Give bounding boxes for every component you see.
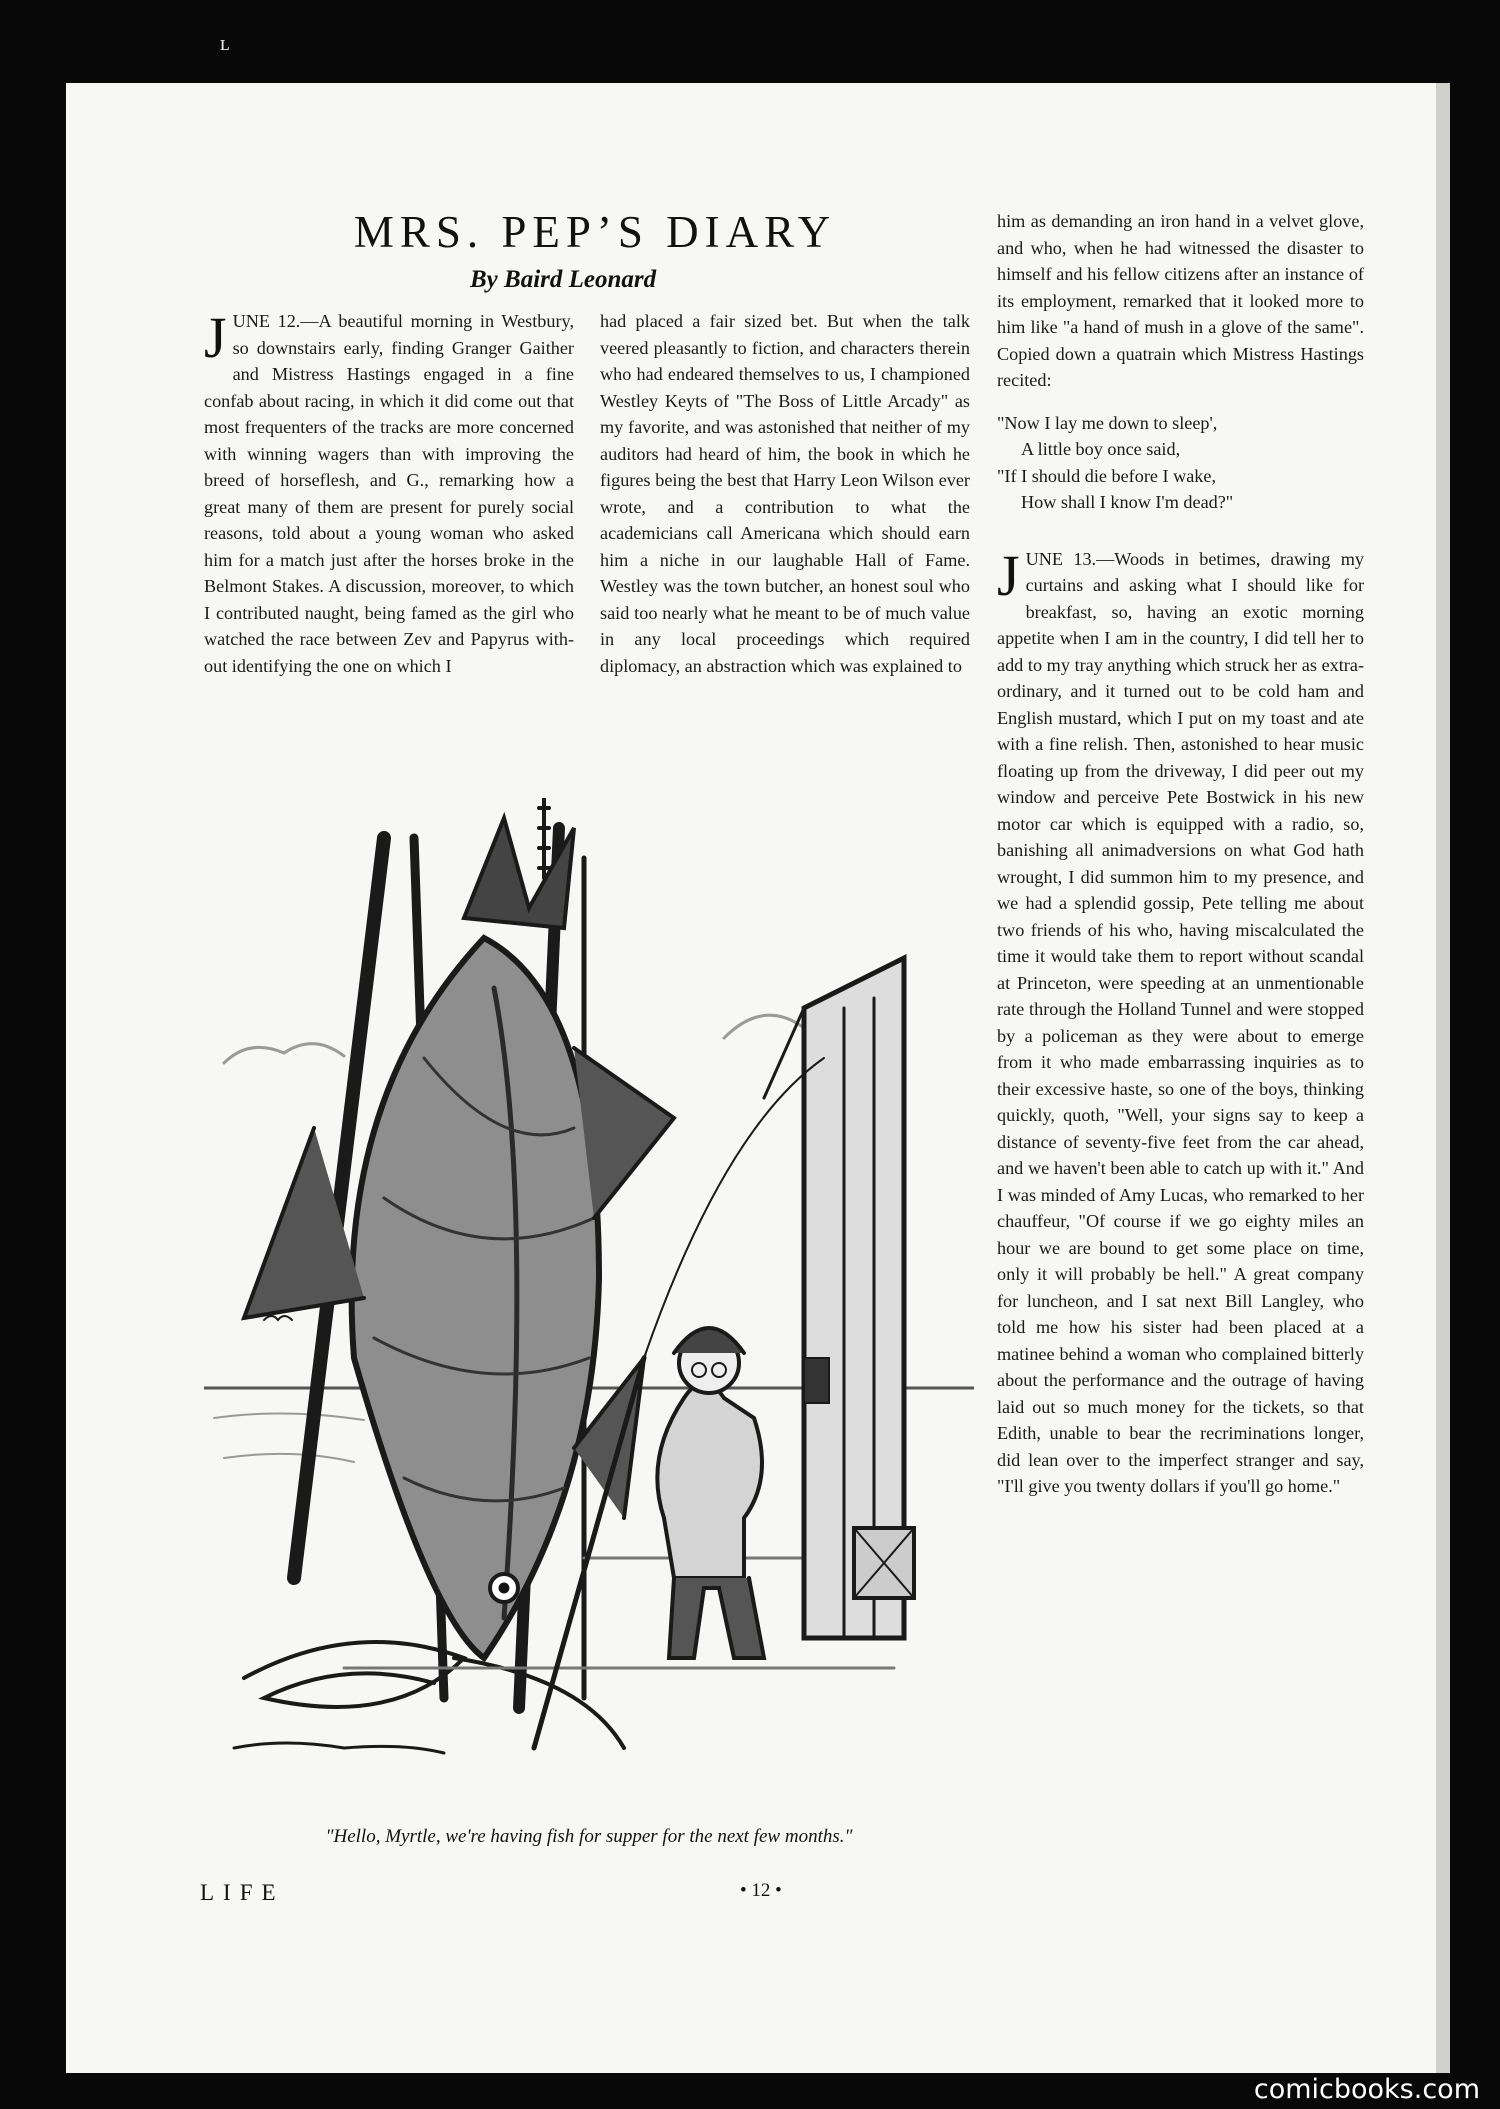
- entry-june-13-text: UNE 13.—Woods in betimes, drawing my curtains and asking what I should like for breakfast, so, having an exotic morning appetite when I am in the country, I did tell her to add to my tray anything which struck her as extraordinary, and it turned out to be cold ham and English mustard, which I put on my toast and ate with a fine relish. Then, astonished to hear music floating up from the driveway, I did peer out my window and perceive Pete Bostwick in his new motor car which is equipped with a radio, so, banishing all animadversions on what God hath wrought, I did summon him to my presence, and we had a splendid gossip, Pete telling me about two friends of his who, having miscalculated the time it would take them to report without scandal at Princeton, were speeding at an unmentionable rate through the Holland Tunnel and were stopped by a policeman as they were about to emerge from it who made embarrassing inquiries as to their excessive haste, so one of the boys, thinking quickly, quoth, "Well, your signs say to keep a distance of seventy-five feet from the car ahead, and we haven't been able to catch up with it." And I was minded of Amy Lucas, who remarked to her chauffeur, "Of course if we go eighty miles an hour we are bound to get some place on time, only it will probably be hell." A great company for luncheon, and I sat next Bill Langley, who told me how his sister had been placed at a matinee behind a woman who complained bitterly about the performance and the outrage of having laid out so much money for the tickets, so that Edith, unable to bear the recriminations longer, did lean over to the imperfect stranger and say, "I'll give you twenty dollars if you'll go home.": [997, 548, 1364, 1496]
- text-column-1: [204, 305, 574, 679]
- poem-line: How shall I know I'm dead?": [1021, 492, 1234, 512]
- text-column-3: [997, 208, 1364, 1500]
- site-watermark: comicbooks.com: [1253, 2074, 1480, 2105]
- entry-june-12-continued-2: him as demanding an iron hand in a velvet glove, and who, when he had witnessed the disaster to himself and his fellow citizens after an instance of its employment, remarked that it looked more to him like "a hand of mush in a glove of the same". Copied down a quatrain which Mistress Hastings recited:: [997, 211, 1364, 390]
- page-number: • 12 •: [740, 1880, 782, 1901]
- drop-cap: J: [204, 305, 227, 370]
- text-column-2: [600, 308, 970, 679]
- article-byline: By Baird Leonard: [470, 266, 657, 293]
- drop-cap: J: [997, 542, 1020, 608]
- poem-line: "Now I lay me down to sleep',: [997, 412, 1218, 433]
- magazine-name: LIFE: [200, 1880, 285, 1905]
- entry-june-13: [997, 542, 1364, 1500]
- entry-june-12: [204, 305, 574, 679]
- poem-line: "If I should die before I wake,: [997, 465, 1217, 486]
- entry-june-12-text: UNE 12.—A beautiful morning in Westbury, so downstairs early, finding Granger Gaither and Mistress Hastings engaged in a fine confab about racing, in which it did come out that most frequenters of the tracks are more concerned with winning wagers than with improving the breed of horseflesh, and G., remarking how a great many of them are present for purely social reasons, told about a young woman who asked him for a match just after the horses broke in the Belmont Stakes. A discussion, moreover, to which I contributed naught, being famed as the girl who watched the race between Zev and Papyrus without identifying the one on which I: [204, 311, 574, 676]
- adjacent-page-edge: [1436, 83, 1450, 2073]
- article-title: MRS. PEP’S DIARY: [353, 207, 837, 257]
- poem-line: A little boy once said,: [1021, 439, 1181, 459]
- entry-june-12-continued: had placed a fair sized bet. But when the talk veered pleasantly to fiction, and characters therein who had endeared themselves to us, I championed Westley Keyts of "The Boss of Little Arcady" as my favorite, and was astonished that neither of my auditors had heard of him, the book in which he figures being the best that Harry Leon Wilson ever wrote, and a contribution to what the academicians call Americana which should earn him a niche in our laughable Hall of Fame. Westley was the town butcher, an honest soul who said too nearly what he meant to be of much value in any local proceedings which required diplomacy, an abstraction which was explained to: [600, 311, 970, 676]
- illustration-caption: "Hello, Myrtle, we're having fish for supper for the next few months.": [325, 1826, 853, 1847]
- quatrain: [997, 410, 1364, 516]
- scan-artifact: ʟ: [220, 30, 230, 55]
- fish-cartoon-illustration: [204, 798, 974, 1798]
